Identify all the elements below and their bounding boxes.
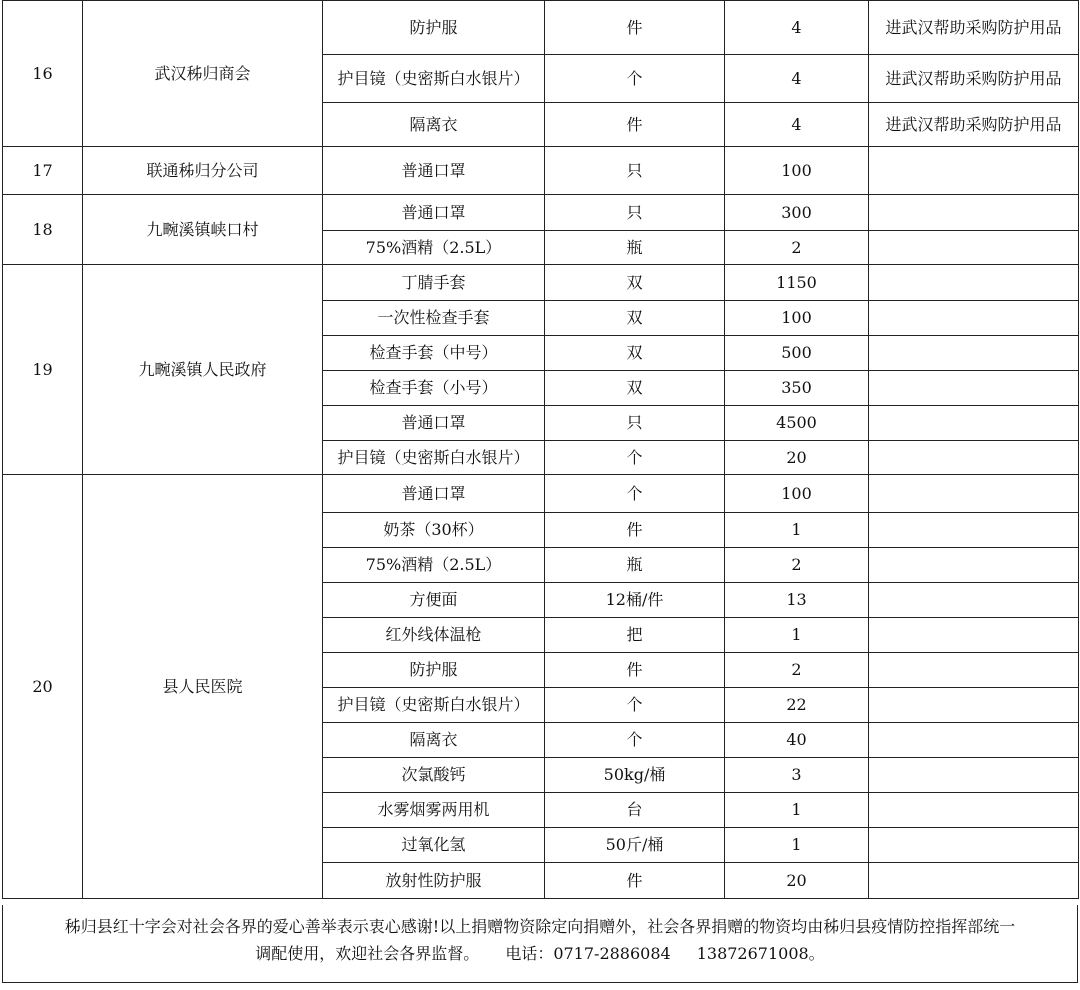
remark-cell: 进武汉帮助采购防护用品 <box>869 1 1079 55</box>
remark-cell <box>869 475 1079 513</box>
quantity-cell: 1 <box>725 828 869 863</box>
item-name-cell: 隔离衣 <box>323 723 545 758</box>
quantity-cell: 350 <box>725 371 869 406</box>
unit-cell: 50斤/桶 <box>545 828 725 863</box>
table-row <box>3 1 1079 55</box>
item-name-cell: 护目镜（史密斯白水银片） <box>323 441 545 475</box>
remark-cell <box>869 828 1079 863</box>
quantity-cell: 40 <box>725 723 869 758</box>
quantity-cell: 3 <box>725 758 869 793</box>
item-name-cell: 过氧化氢 <box>323 828 545 863</box>
unit-cell: 个 <box>545 723 725 758</box>
remark-cell <box>869 301 1079 336</box>
remark-cell <box>869 583 1079 618</box>
contact-mobile: 13872671008。 <box>696 944 825 963</box>
donor-cell: 武汉秭归商会 <box>83 1 323 147</box>
unit-cell: 双 <box>545 265 725 301</box>
remark-cell <box>869 231 1079 265</box>
remark-cell <box>869 793 1079 828</box>
item-name-cell: 护目镜（史密斯白水银片） <box>323 688 545 723</box>
unit-cell: 个 <box>545 55 725 103</box>
quantity-cell: 4500 <box>725 406 869 441</box>
item-name-cell: 普通口罩 <box>323 147 545 195</box>
item-name-cell: 隔离衣 <box>323 103 545 147</box>
item-name-cell: 75%酒精（2.5L） <box>323 231 545 265</box>
remark-cell <box>869 618 1079 653</box>
item-name-cell: 普通口罩 <box>323 406 545 441</box>
unit-cell: 只 <box>545 406 725 441</box>
unit-cell: 件 <box>545 103 725 147</box>
unit-cell: 把 <box>545 618 725 653</box>
remark-cell <box>869 406 1079 441</box>
item-name-cell: 红外线体温枪 <box>323 618 545 653</box>
remark-cell <box>869 336 1079 371</box>
quantity-cell: 2 <box>725 548 869 583</box>
item-name-cell: 75%酒精（2.5L） <box>323 548 545 583</box>
table-row <box>3 195 1079 231</box>
unit-cell: 双 <box>545 336 725 371</box>
remark-cell <box>869 265 1079 301</box>
remark-cell <box>869 513 1079 548</box>
quantity-cell: 2 <box>725 231 869 265</box>
remark-cell <box>869 863 1079 899</box>
unit-cell: 件 <box>545 1 725 55</box>
unit-cell: 件 <box>545 863 725 899</box>
thanks-note-line-2 <box>3 940 1077 967</box>
row-number-cell: 18 <box>3 195 83 265</box>
quantity-cell: 100 <box>725 301 869 336</box>
item-name-cell: 次氯酸钙 <box>323 758 545 793</box>
item-name-cell: 检查手套（小号） <box>323 371 545 406</box>
item-name-cell: 防护服 <box>323 1 545 55</box>
quantity-cell: 4 <box>725 55 869 103</box>
item-name-cell: 方便面 <box>323 583 545 618</box>
quantity-cell: 13 <box>725 583 869 618</box>
unit-cell: 个 <box>545 688 725 723</box>
table-row <box>3 475 1079 513</box>
donation-table-body <box>3 1 1079 899</box>
thanks-note-line-1: 秭归县红十字会对社会各界的爱心善举表示衷心感谢!以上捐赠物资除定向捐赠外，社会各界捐赠的物资均由秭归县疫情防控指挥部统一 <box>64 917 1016 936</box>
thanks-note-text: 调配使用，欢迎社会各界监督。 <box>255 944 480 963</box>
row-number-cell: 19 <box>3 265 83 475</box>
unit-cell: 个 <box>545 441 725 475</box>
item-name-cell: 水雾烟雾两用机 <box>323 793 545 828</box>
unit-cell: 件 <box>545 653 725 688</box>
item-name-cell: 普通口罩 <box>323 475 545 513</box>
row-number-cell: 20 <box>3 475 83 899</box>
remark-cell <box>869 441 1079 475</box>
unit-cell: 瓶 <box>545 231 725 265</box>
quantity-cell: 1 <box>725 618 869 653</box>
quantity-cell: 4 <box>725 1 869 55</box>
donation-table <box>2 0 1079 899</box>
donor-cell: 九畹溪镇人民政府 <box>83 265 323 475</box>
remark-cell <box>869 548 1079 583</box>
remark-cell <box>869 723 1079 758</box>
unit-cell: 台 <box>545 793 725 828</box>
unit-cell: 50kg/桶 <box>545 758 725 793</box>
remark-cell <box>869 371 1079 406</box>
unit-cell: 双 <box>545 371 725 406</box>
quantity-cell: 300 <box>725 195 869 231</box>
unit-cell: 件 <box>545 513 725 548</box>
unit-cell: 只 <box>545 195 725 231</box>
table-row <box>3 147 1079 195</box>
quantity-cell: 22 <box>725 688 869 723</box>
donor-cell: 联通秭归分公司 <box>83 147 323 195</box>
quantity-cell: 500 <box>725 336 869 371</box>
item-name-cell: 防护服 <box>323 653 545 688</box>
item-name-cell: 放射性防护服 <box>323 863 545 899</box>
unit-cell: 个 <box>545 475 725 513</box>
item-name-cell: 一次性检查手套 <box>323 301 545 336</box>
unit-cell: 12桶/件 <box>545 583 725 618</box>
quantity-cell: 4 <box>725 103 869 147</box>
quantity-cell: 20 <box>725 863 869 899</box>
thanks-note <box>2 905 1078 983</box>
row-number-cell: 17 <box>3 147 83 195</box>
unit-cell: 双 <box>545 301 725 336</box>
remark-cell <box>869 195 1079 231</box>
quantity-cell: 20 <box>725 441 869 475</box>
quantity-cell: 100 <box>725 475 869 513</box>
remark-cell <box>869 758 1079 793</box>
item-name-cell: 奶茶（30杯） <box>323 513 545 548</box>
table-row <box>3 265 1079 301</box>
quantity-cell: 1 <box>725 793 869 828</box>
remark-cell: 进武汉帮助采购防护用品 <box>869 103 1079 147</box>
quantity-cell: 1150 <box>725 265 869 301</box>
contact-phone: 电话：0717-2886084 <box>505 944 671 963</box>
quantity-cell: 1 <box>725 513 869 548</box>
remark-cell <box>869 653 1079 688</box>
remark-cell: 进武汉帮助采购防护用品 <box>869 55 1079 103</box>
item-name-cell: 护目镜（史密斯白水银片） <box>323 55 545 103</box>
donor-cell: 九畹溪镇峡口村 <box>83 195 323 265</box>
remark-cell <box>869 147 1079 195</box>
quantity-cell: 100 <box>725 147 869 195</box>
item-name-cell: 丁腈手套 <box>323 265 545 301</box>
quantity-cell: 2 <box>725 653 869 688</box>
donor-cell: 县人民医院 <box>83 475 323 899</box>
unit-cell: 瓶 <box>545 548 725 583</box>
unit-cell: 只 <box>545 147 725 195</box>
row-number-cell: 16 <box>3 1 83 147</box>
item-name-cell: 检查手套（中号） <box>323 336 545 371</box>
remark-cell <box>869 688 1079 723</box>
item-name-cell: 普通口罩 <box>323 195 545 231</box>
